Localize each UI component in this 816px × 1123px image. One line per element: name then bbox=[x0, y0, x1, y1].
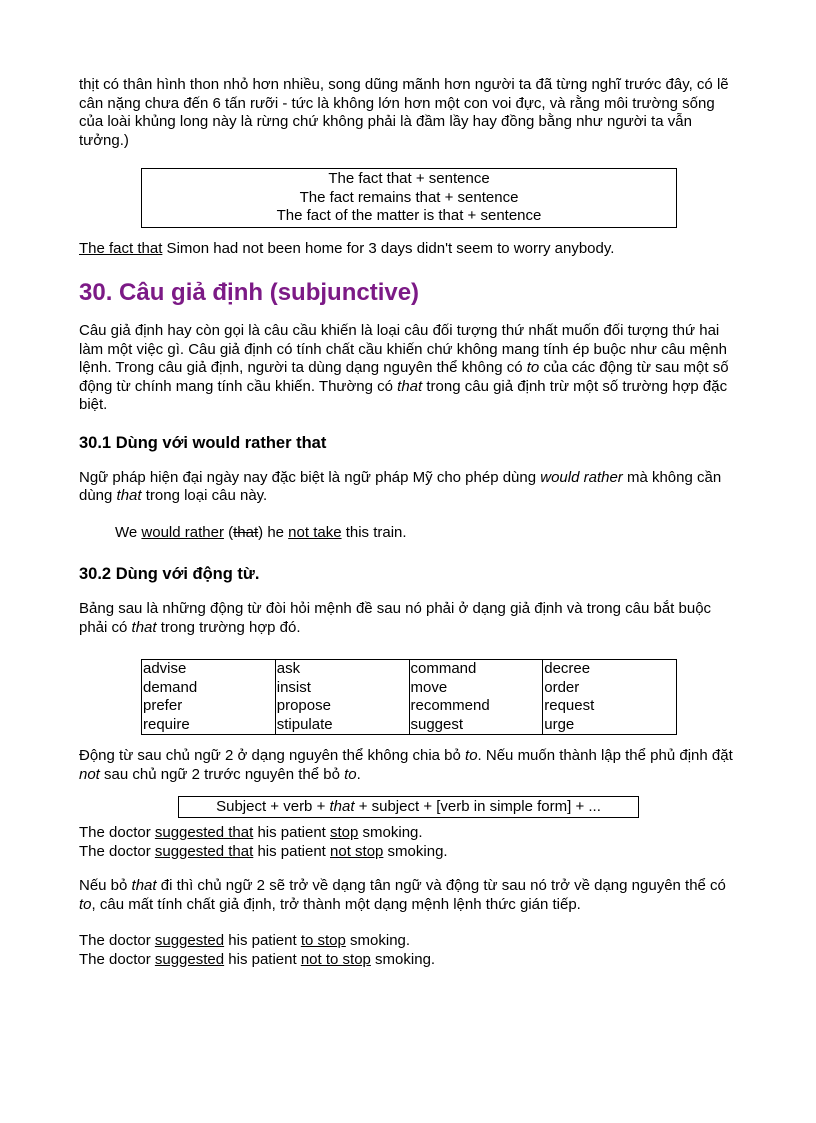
section-30-2-paragraph: Bảng sau là những động từ đòi hỏi mệnh đề sau nó phải ở dạng giả định và trong câu bắt buộc phải có that trong trường hợp đó. bbox=[79, 600, 712, 636]
fact-formula-box bbox=[141, 168, 677, 228]
fact-formula-line: The fact remains that + sentence bbox=[299, 188, 519, 206]
chapter-intro: Câu giả định hay còn gọi là câu cầu khiến là loại câu đối tượng thứ nhất muốn đối tượng thứ hai làm một việc gì. Câu giả định có tính chất cầu khiến chứ không mang tính ép buộc như câu mệnh lệnh. Trong câu giả định, người ta dùng dạng nguyên thể không có to của các động từ sau một số động từ chính mang tính cầu khiến. Thường có that trong câu giả định trừ một số trường hợp đặc biệt. bbox=[79, 322, 729, 413]
table-row bbox=[142, 679, 677, 698]
table-row bbox=[142, 697, 677, 716]
fact-formula-line: The fact that + sentence bbox=[328, 170, 490, 187]
subjunctive-formula-box: Subject + verb + that + subject + [verb in simple form] + ... bbox=[178, 796, 639, 818]
table-cell: insist bbox=[275, 679, 409, 698]
fact-formula-line: The fact of the matter is that + sentence bbox=[276, 207, 542, 224]
chapter-title: 30. Câu giả định (subjunctive) bbox=[79, 279, 420, 306]
intro-paragraph: thịt có thân hình thon nhỏ hơn nhiều, song dũng mãnh hơn người ta đã từng nghĩ trước đây, có lẽ cân nặng chưa đến 6 tấn rưỡi - tức là không lớn hơn một con voi đực, và rằng môi trường sống của loài khủng long này là rừng chứ không phải là đầm lầy hay đồng bằng như người ta vẫn tưởng.) bbox=[79, 76, 729, 149]
table-cell: prefer bbox=[142, 697, 276, 716]
table-cell: propose bbox=[275, 697, 409, 716]
after-table-paragraph: Động từ sau chủ ngữ 2 ở dạng nguyên thể không chia bỏ to. Nếu muốn thành lập thể phủ định đặt not sau chủ ngữ 2 trước nguyên thể bỏ to. bbox=[79, 747, 733, 783]
section-heading-30-1: 30.1 Dùng với would rather that bbox=[79, 433, 327, 452]
example-sentence: The doctor suggested his patient to stop smoking. bbox=[79, 932, 411, 949]
would-rather-example: We would rather (that) he not take this train. bbox=[115, 523, 407, 541]
table-cell: command bbox=[409, 660, 543, 679]
example-sentence: The doctor suggested that his patient not stop smoking. bbox=[79, 842, 448, 860]
table-cell: demand bbox=[142, 679, 276, 698]
underlined-phrase: The fact that bbox=[79, 239, 163, 257]
examples-with-that bbox=[79, 824, 739, 861]
table-row bbox=[142, 716, 677, 735]
table-cell: order bbox=[544, 678, 580, 696]
table-cell: recommend bbox=[409, 697, 543, 716]
verb-table bbox=[141, 659, 677, 735]
table-cell: require bbox=[142, 716, 276, 735]
table-cell: request bbox=[544, 697, 595, 714]
examples-without-that bbox=[79, 932, 739, 969]
section-30-1-paragraph: Ngữ pháp hiện đại ngày nay đặc biệt là ngữ pháp Mỹ cho phép dùng would rather mà không cần dùng that trong loại câu này. bbox=[79, 468, 722, 504]
table-cell: urge bbox=[544, 715, 575, 733]
table-row bbox=[142, 660, 677, 679]
table-cell: stipulate bbox=[275, 716, 409, 735]
table-cell: advise bbox=[142, 660, 276, 679]
example-sentence: The doctor suggested his patient not to stop smoking. bbox=[79, 950, 436, 968]
document-page bbox=[79, 76, 739, 985]
example-sentence: The doctor suggested that his patient stop smoking. bbox=[79, 824, 423, 841]
table-cell: move bbox=[409, 679, 543, 698]
table-cell: suggest bbox=[409, 716, 543, 735]
table-cell: ask bbox=[275, 660, 409, 679]
table-cell: decree bbox=[544, 660, 591, 677]
drop-that-paragraph: Nếu bỏ that đi thì chủ ngữ 2 sẽ trở về dạng tân ngữ và động từ sau nó trở về dạng nguyên thể có to, câu mất tính chất giả định, trở thành một dạng mệnh lệnh thức gián tiếp. bbox=[79, 877, 726, 913]
section-heading-30-2: 30.2 Dùng với động từ. bbox=[79, 565, 260, 583]
fact-example: The fact that Simon had not been home for 3 days didn't seem to worry anybody. bbox=[79, 239, 615, 257]
